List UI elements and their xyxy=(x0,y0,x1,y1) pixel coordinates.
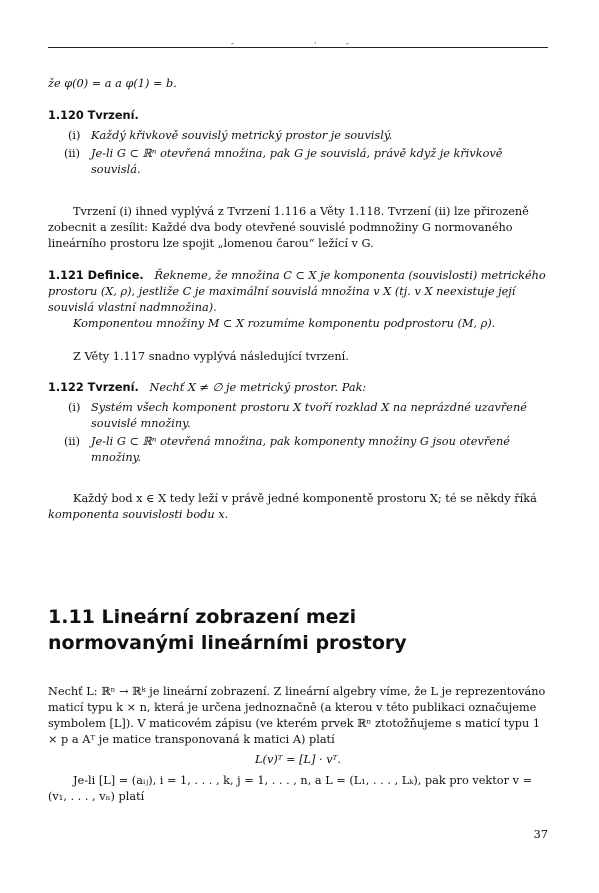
section-title-line: normovanými lineárními prostory xyxy=(48,632,407,654)
proposition-1-120 xyxy=(48,108,548,178)
paragraph-text: Nechť L: ℝⁿ → ℝᵏ je lineární zobrazení. Z lineární algebry víme, že L je reprezentováno maticí typu k × n, která je určena jednoznačně (a kterou v této publikaci označujeme symbolem [L]). V maticovém zápisu (ve kterém prvek ℝⁿ ztotožňujeme s maticí typu 1 × p a Aᵀ je matice transponovaná k matici A) platí xyxy=(48,685,546,746)
item-text: Každý křivkově souvislý metrický prostor je souvislý. xyxy=(91,129,393,142)
item-number: (ii) xyxy=(64,147,81,160)
page-number: 37 xyxy=(533,828,548,841)
definition-1-121 xyxy=(48,268,548,332)
item-text: Systém všech komponent prostoru X tvoří rozklad X na neprázdné uzavřené souvislé množiny. xyxy=(91,401,527,430)
display-formula xyxy=(48,752,548,768)
item-text: Je-li G ⊂ ℝⁿ otevřená množina, pak komponenty množiny G jsou otevřené množiny. xyxy=(91,435,510,464)
definition-label: 1.121 Definice. xyxy=(48,269,144,282)
item-number: (ii) xyxy=(64,435,81,448)
list-item xyxy=(48,400,548,432)
text-line-top xyxy=(48,76,548,92)
list-item xyxy=(48,146,548,178)
item-number: (i) xyxy=(68,129,81,142)
item-text: Je-li G ⊂ ℝⁿ otevřená množina, pak G je souvislá, právě když je křivkově souvislá. xyxy=(91,147,503,176)
paragraph xyxy=(48,773,548,805)
header-mark: · xyxy=(314,39,317,48)
list-item xyxy=(48,128,548,144)
section-title-line: 1.11 Lineární zobrazení mezi xyxy=(48,606,357,628)
formula: L(v)ᵀ = [L] · vᵀ. xyxy=(255,753,341,766)
paragraph-text: Každý bod x ∈ X tedy leží v právě jedné komponentě prostoru X; té se někdy říká xyxy=(73,492,537,505)
proposition-label: 1.120 Tvrzení. xyxy=(48,109,139,122)
emphasis-text: komponenta souvislosti bodu x xyxy=(48,508,225,521)
list-item xyxy=(48,434,548,466)
section-heading xyxy=(48,604,548,656)
header-mark: - xyxy=(231,39,234,48)
paragraph-text: Tvrzení (i) ihned vyplývá z Tvrzení 1.116 a Věty 1.118. Tvrzení (ii) lze přirozeně zobecnit a zesílit: Každé dva body otevřené souvislé podmnožiny G normovaného lineárního prostoru lze spojit „lomenou čarou“ ležící v G. xyxy=(48,205,529,250)
paragraph xyxy=(48,204,548,252)
item-number: (i) xyxy=(68,401,81,414)
paragraph-text: Z Věty 1.117 snadno vyplývá následující tvrzení. xyxy=(73,350,349,363)
text-line: že φ(0) = a a φ(1) = b. xyxy=(48,77,177,90)
definition-text: Řekneme, že množina C ⊂ X je komponenta (souvislosti) metrického prostoru (X, ρ), jestliže C je maximální souvislá množina v X (tj. v X neexistuje její souvislá vlastní nadmnožina). xyxy=(48,269,546,314)
paragraph xyxy=(48,349,548,365)
paragraph xyxy=(48,684,548,748)
definition-text: Komponentou množiny M ⊂ X rozumíme komponentu podprostoru (M, ρ). xyxy=(73,317,496,330)
paragraph xyxy=(48,491,548,523)
header-mark: - xyxy=(346,39,349,48)
paragraph-text: . xyxy=(224,508,229,521)
proposition-1-122 xyxy=(48,380,548,466)
header-rule xyxy=(48,47,548,48)
proposition-intro: Nechť X ≠ ∅ je metrický prostor. Pak: xyxy=(149,381,367,394)
proposition-label: 1.122 Tvrzení. xyxy=(48,381,139,394)
paragraph-text: Je-li [L] = (aᵢⱼ), i = 1, . . . , k, j = 1, . . . , n, a L = (L₁, . . . , Lₖ), pak pro vektor v = (v₁, . . . , vₙ) platí xyxy=(48,774,533,803)
